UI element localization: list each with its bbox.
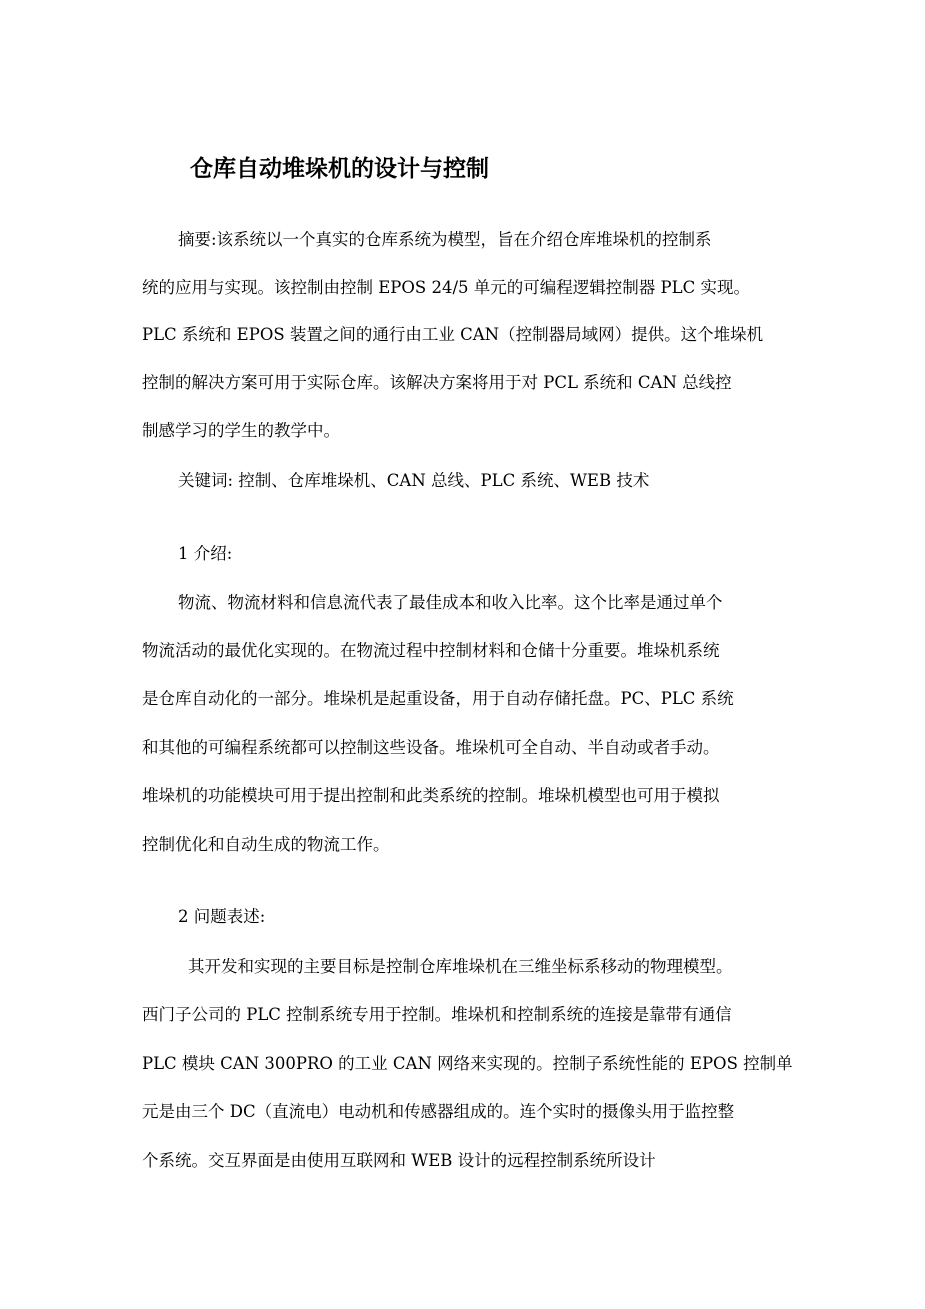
section-heading: 2 问题表述:: [178, 907, 266, 926]
section-line: 个系统。交互界面是由使用互联网和 WEB 设计的远程控制系统所设计: [142, 1151, 656, 1170]
abstract-line: PLC 系统和 EPOS 装置之间的通行由工业 CAN（控制器局域网）提供。这个堆垛机: [142, 325, 764, 344]
section-line: PLC 模块 CAN 300PRO 的工业 CAN 网络来实现的。控制子系统性能的 EPOS 控制单: [142, 1054, 793, 1073]
section-line: 西门子公司的 PLC 控制系统专用于控制。堆垛机和控制系统的连接是靠带有通信: [142, 1005, 732, 1024]
keywords: 关键词: 控制、仓库堆垛机、CAN 总线、PLC 系统、WEB 技术: [178, 471, 650, 490]
document-title: 仓库自动堆垛机的设计与控制: [190, 156, 489, 182]
section-heading: 1 介绍:: [178, 544, 233, 563]
abstract-line: 统的应用与实现。该控制由控制 EPOS 24/5 单元的可编程逻辑控制器 PLC 实现。: [142, 278, 750, 297]
section-line: 是仓库自动化的一部分。堆垛机是起重设备，用于自动存储托盘。PC、PLC 系统: [142, 689, 734, 708]
section-line: 和其他的可编程系统都可以控制这些设备。堆垛机可全自动、半自动或者手动。: [142, 738, 720, 757]
section-line: 物流、物流材料和信息流代表了最佳成本和收入比率。这个比率是通过单个: [178, 593, 723, 612]
section-line: 其开发和实现的主要目标是控制仓库堆垛机在三维坐标系移动的物理模型。: [188, 957, 733, 976]
section-line: 控制优化和自动生成的物流工作。: [142, 835, 390, 854]
section-line: 堆垛机的功能模块可用于提出控制和此类系统的控制。堆垛机模型也可用于模拟: [142, 786, 720, 805]
section-line: 物流活动的最优化实现的。在物流过程中控制材料和仓储十分重要。堆垛机系统: [142, 641, 720, 660]
abstract-line: 控制的解决方案可用于实际仓库。该解决方案将用于对 PCL 系统和 CAN 总线控: [142, 373, 732, 392]
abstract-line: 摘要:该系统以一个真实的仓库系统为模型，旨在介绍仓库堆垛机的控制系: [178, 230, 712, 249]
section-line: 元是由三个 DC（直流电）电动机和传感器组成的。连个实时的摄像头用于监控整: [142, 1102, 735, 1121]
abstract-line: 制感学习的学生的教学中。: [142, 421, 340, 440]
